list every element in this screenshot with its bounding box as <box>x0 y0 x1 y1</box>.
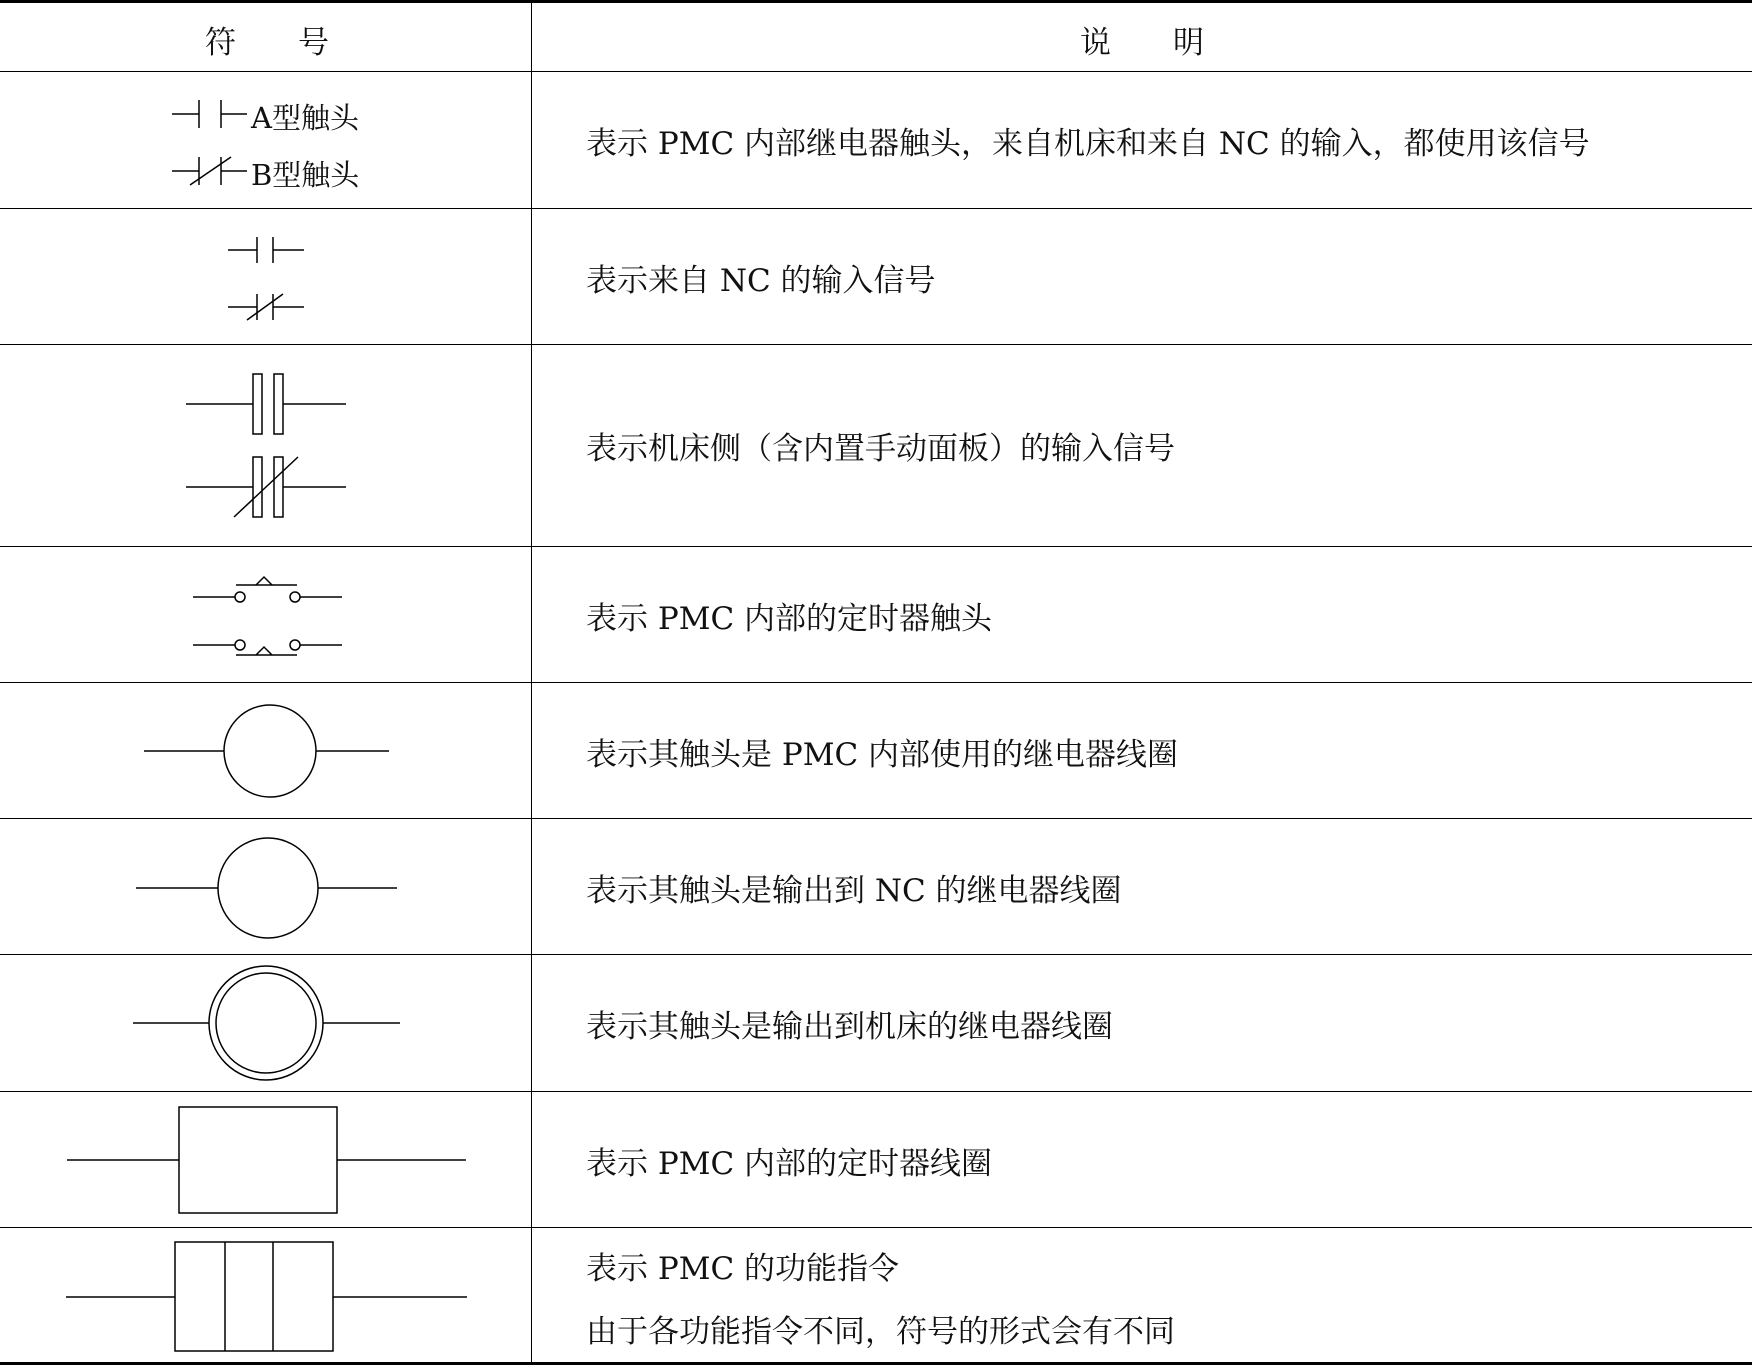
header-description: 说 明 <box>1080 25 1204 61</box>
description-cell <box>532 345 1752 546</box>
description-text: 表示其触头是 PMC 内部使用的继电器线圈 <box>586 737 1179 773</box>
internal-relay-coil-symbol <box>0 683 531 819</box>
nc-output-coil-symbol <box>0 819 531 955</box>
description-cell <box>532 1092 1752 1227</box>
symbol-cell <box>0 1092 531 1227</box>
description-cell <box>532 1228 1752 1365</box>
description-cell <box>532 683 1752 818</box>
description-text: 表示来自 NC 的输入信号 <box>586 263 936 299</box>
table-header-row <box>0 3 1752 72</box>
column-divider <box>531 3 532 71</box>
symbol-cell <box>0 683 531 818</box>
symbol-cell <box>0 955 531 1091</box>
symbol-cell <box>0 547 531 682</box>
description-cell <box>532 955 1752 1091</box>
description-text: 表示其触头是输出到机床的继电器线圈 <box>586 1009 1113 1045</box>
description-text: 表示 PMC 内部的定时器线圈 <box>586 1146 993 1182</box>
table-row <box>0 345 1752 547</box>
description-text: 表示 PMC 内部的定时器触头 <box>586 601 993 637</box>
description-cell <box>532 547 1752 682</box>
symbol-cell <box>0 209 531 344</box>
description-text: 表示机床侧（含内置手动面板）的输入信号 <box>586 431 1175 467</box>
table-row <box>0 1228 1752 1365</box>
table-row <box>0 955 1752 1092</box>
nc-input-contact-symbol <box>0 209 531 345</box>
description-text: 表示 PMC 内部继电器触头，来自机床和来自 NC 的输入，都使用该信号 <box>586 126 1590 162</box>
header-symbol: 符 号 <box>205 25 329 61</box>
description-text: 表示其触头是输出到 NC 的继电器线圈 <box>586 873 1122 909</box>
timer-coil-symbol <box>0 1092 531 1228</box>
table-row <box>0 683 1752 819</box>
symbol-cell <box>0 1228 531 1365</box>
symbol-cell <box>0 72 531 208</box>
description-cell <box>532 209 1752 344</box>
table-row <box>0 1092 1752 1228</box>
table-row <box>0 209 1752 345</box>
b-type-contact-label: B型触头 <box>251 158 360 192</box>
table-row <box>0 819 1752 955</box>
machine-output-coil-symbol <box>0 955 531 1092</box>
table-row <box>0 547 1752 683</box>
description-text: 由于各功能指令不同，符号的形式会有不同 <box>586 1314 1175 1350</box>
description-text: 表示 PMC 的功能指令 <box>586 1251 900 1287</box>
timer-contact-symbol <box>0 547 531 683</box>
symbol-cell <box>0 819 531 954</box>
function-instruction-symbol <box>0 1228 531 1365</box>
table-row <box>0 72 1752 209</box>
description-cell <box>532 819 1752 954</box>
description-cell <box>532 72 1752 208</box>
symbol-cell <box>0 345 531 546</box>
machine-input-contact-symbol <box>0 345 531 547</box>
a-type-contact-label: A型触头 <box>251 101 359 135</box>
